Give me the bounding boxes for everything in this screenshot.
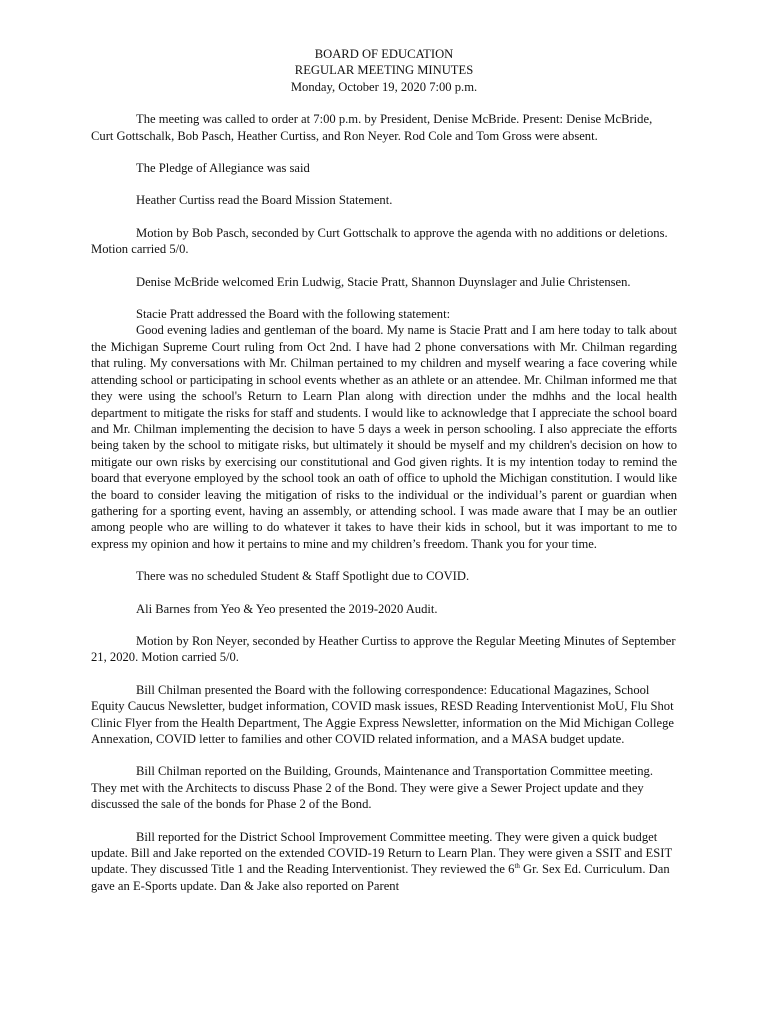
- mission-paragraph: Heather Curtiss read the Board Mission Statement.: [136, 193, 393, 208]
- improvement-text-part2: Gr. Sex Ed. Curriculum. Dan gave an E-Sports update. Dan & Jake also reported on Parent: [91, 862, 670, 893]
- correspondence-paragraph: Bill Chilman presented the Board with the following correspondence: Educational Magazines, School Equity Caucus Newsletter, budget information, COVID mask issues, RESD Reading Interventionist MoU, Flu Shot Clinic Flyer from the Health Department, The Aggie Express Newsletter, information on the Mid Michigan College Annexation, COVID letter to families and other COVID related information, and a MASA budget update.: [91, 682, 674, 746]
- meeting-date: Monday, October 19, 2020 7:00 p.m.: [290, 79, 478, 94]
- minutes-document: [91, 46, 677, 910]
- welcome-paragraph: Denise McBride welcomed Erin Ludwig, Stacie Pratt, Shannon Duynslager and Julie Christensen.: [136, 274, 631, 289]
- document-header: [91, 46, 677, 95]
- ordinal-suffix: th: [514, 862, 520, 871]
- call-to-order-paragraph: The meeting was called to order at 7:00 p.m. by President, Denise McBride. Present: Denise McBride, Curt Gottschalk, Bob Pasch, Heather Curtiss, and Ron Neyer. Rod Cole and Tom Gross were absent.: [91, 112, 653, 143]
- minutes-motion-paragraph: Motion by Ron Neyer, seconded by Heather Curtiss to approve the Regular Meeting Minutes of September 21, 2020. Motion carried 5/0.: [91, 633, 676, 665]
- statement-intro: Stacie Pratt addressed the Board with the following statement:: [136, 307, 451, 322]
- pledge-paragraph: The Pledge of Allegiance was said: [136, 161, 310, 176]
- committee-paragraph: Bill Chilman reported on the Building, Grounds, Maintenance and Transportation Committee meeting. They met with the Architects to discuss Phase 2 of the Bond. They were give a Sewer Project update and they discussed the sale of the bonds for Phase 2 of the Bond.: [91, 764, 653, 812]
- minutes-title: REGULAR MEETING MINUTES: [294, 63, 474, 78]
- agenda-motion-paragraph: Motion by Bob Pasch, seconded by Curt Gottschalk to approve the agenda with no additions or deletions. Motion carried 5/0.: [91, 225, 668, 257]
- board-title: BOARD OF EDUCATION: [314, 47, 454, 61]
- statement-body: Good evening ladies and gentleman of the board. My name is Stacie Pratt and I am here today to talk about the Michigan Supreme Court ruling from Oct 2nd. I have had 2 phone conversations with Mr. Chilman regarding that ruling. My conversations with Mr. Chilman pertained to my children and myself wearing a face covering while attending school or participating in school events whether as an athlete or an attendee. Mr. Chilman informed me that they were using the school's Return to Learn Plan along with direction under the mdhhs and the local health department to mitigate the risks for staff and students. I would like to acknowledge that I appreciate the school board and Mr. Chilman implementing the decision to have 5 days a week in person schooling. I also appreciate the efforts being taken by the school to mitigate risks, but ultimately it should be myself and my children's decision on how to mitigate our own risks by exercising our constitutional and God given rights. It is my intention today to remind the board that everyone employed by the school took an oath of office to uphold the Michigan constitution. I would like the board to consider leaving the mitigation of risks to the individual or the individual’s parent or guardian when gathering for a sporting event, having an assembly, or attending school. I was made aware that I may be an outlier among people who are willing to do whatever it takes to have their kids in school, but it was important to me to express my opinion and how it pertains to mine and my children’s freedom. Thank you for your time.: [91, 323, 677, 551]
- spotlight-paragraph: There was no scheduled Student & Staff Spotlight due to COVID.: [136, 569, 470, 584]
- audit-paragraph: Ali Barnes from Yeo & Yeo presented the 2019-2020 Audit.: [136, 601, 438, 616]
- improvement-text-part1: Bill reported for the District School Improvement Committee meeting. They were given a quick budget update. Bill and Jake reported on the extended COVID-19 Return to Learn Plan. They were given a SSIT and ESIT update. They discussed Title 1 and the Reading Interventionist. They reviewed the 6: [91, 829, 672, 877]
- improvement-paragraph: [91, 829, 677, 895]
